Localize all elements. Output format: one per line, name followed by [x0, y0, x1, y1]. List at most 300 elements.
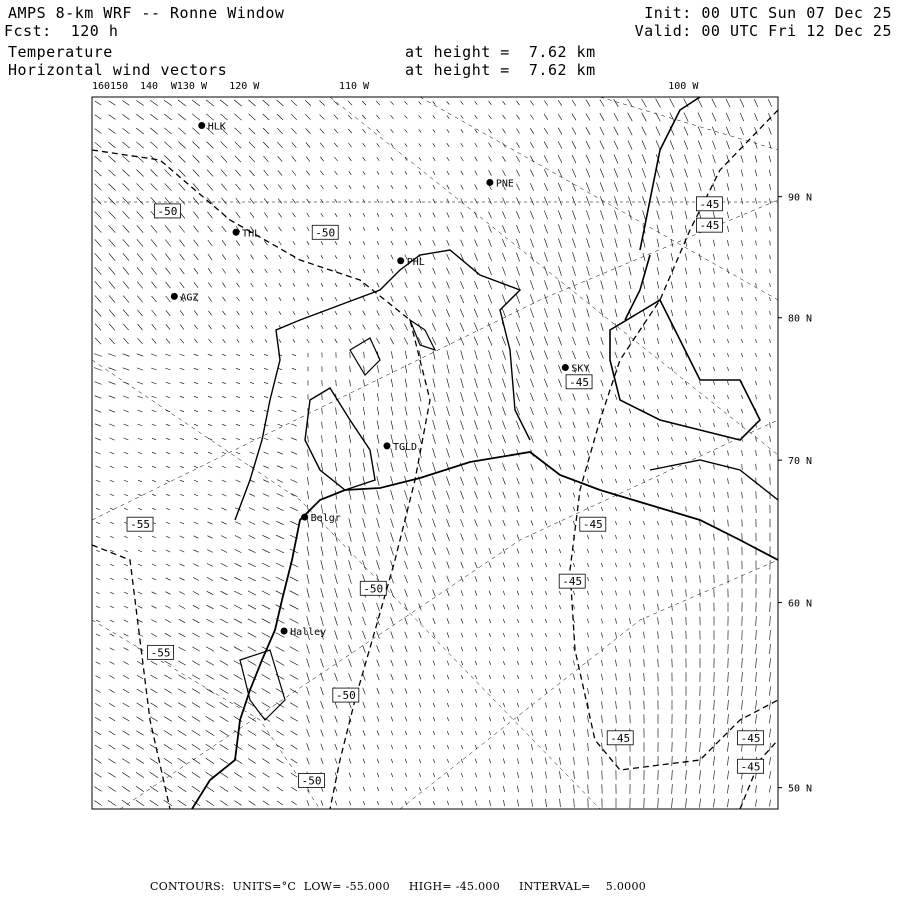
wind-vector	[460, 281, 463, 289]
wind-vector	[123, 239, 129, 246]
wind-vector	[530, 294, 533, 303]
wind-vector	[236, 368, 240, 369]
wind-vector	[180, 508, 184, 510]
wind-vector	[206, 619, 213, 623]
wind-vector	[574, 661, 575, 666]
latitude-tick-label: 80 N	[788, 313, 813, 325]
wind-vector	[560, 757, 561, 764]
wind-vector	[447, 171, 449, 175]
wind-vector	[292, 199, 295, 203]
wind-vector	[684, 113, 688, 122]
wind-vector	[110, 564, 114, 566]
coastline	[192, 452, 778, 809]
wind-vector	[684, 155, 687, 164]
wind-vector	[643, 239, 645, 248]
wind-vector	[714, 520, 715, 526]
latitude-tick-label: 90 N	[788, 192, 813, 204]
wind-vector	[615, 479, 616, 483]
wind-vector	[349, 801, 351, 805]
wind-vector	[220, 689, 229, 694]
wind-vector	[348, 143, 351, 147]
wind-vector	[335, 588, 338, 598]
wind-vector	[700, 493, 701, 498]
wind-vector	[222, 254, 226, 259]
wind-vector	[235, 170, 240, 176]
wind-vector	[447, 199, 449, 204]
wind-vector	[363, 759, 365, 764]
wind-vector	[475, 633, 477, 637]
variable-temperature: Temperature	[8, 43, 113, 61]
wind-vector	[516, 336, 520, 345]
wind-vector	[503, 506, 506, 512]
wind-vector	[545, 605, 546, 609]
wind-vector	[307, 800, 309, 806]
wind-vector	[572, 210, 575, 219]
wind-vector	[433, 801, 434, 805]
wind-vector	[237, 297, 240, 301]
wind-vector	[349, 241, 351, 245]
wind-vector	[122, 170, 129, 177]
wind-vector	[574, 771, 575, 779]
wind-vector	[234, 744, 242, 749]
wind-vector	[600, 113, 604, 121]
wind-vector	[193, 550, 198, 552]
wind-vector	[405, 420, 407, 429]
wind-vector	[349, 435, 350, 443]
wind-vector	[248, 716, 256, 721]
wind-vector	[350, 380, 351, 387]
wind-vector	[277, 801, 283, 805]
wind-vector	[277, 100, 284, 106]
wind-vector	[545, 744, 546, 750]
wind-vector	[433, 731, 434, 735]
wind-vector	[137, 239, 143, 246]
wind-vector	[206, 744, 214, 749]
wind-vector	[95, 253, 102, 260]
wind-vector	[572, 224, 575, 233]
wind-vector	[573, 493, 575, 498]
wind-vector	[531, 520, 533, 525]
wind-vector	[601, 309, 603, 317]
wind-vector	[250, 396, 254, 398]
wind-vector	[531, 689, 532, 693]
wind-vector	[531, 744, 532, 750]
wind-vector	[714, 437, 715, 441]
wind-vector	[544, 308, 547, 317]
wind-vector	[770, 436, 771, 442]
wind-vector	[489, 605, 491, 610]
wind-vector	[769, 156, 771, 163]
wind-vector	[152, 550, 156, 552]
wind-vector	[194, 268, 198, 274]
wind-vector	[742, 339, 743, 343]
wind-vector	[220, 730, 228, 735]
wind-vector	[545, 507, 547, 512]
wind-vector	[405, 717, 407, 722]
wind-vector	[644, 590, 645, 596]
wind-vector	[307, 715, 310, 723]
wind-vector	[194, 424, 198, 426]
wind-vector	[179, 156, 186, 163]
wind-vector	[770, 269, 771, 273]
wind-vector	[600, 210, 603, 219]
wind-vector	[138, 508, 142, 510]
wind-vector	[276, 661, 285, 666]
wind-vector	[319, 101, 324, 106]
wind-vector-layer	[94, 99, 772, 808]
wind-vector	[461, 675, 462, 679]
wind-vector	[194, 396, 198, 398]
wind-vector	[700, 311, 701, 316]
wind-vector	[502, 407, 505, 416]
wind-vector	[433, 745, 434, 749]
wind-vector	[714, 506, 715, 512]
wind-vector	[123, 368, 130, 370]
wind-vector	[137, 197, 144, 204]
wind-vector	[221, 550, 227, 553]
wind-vector	[222, 480, 226, 482]
wind-vector	[193, 212, 198, 219]
wind-vector	[335, 325, 337, 329]
wind-vector	[137, 634, 142, 637]
wind-vector	[475, 548, 477, 554]
wind-vector	[122, 773, 130, 778]
wind-vector	[587, 436, 589, 441]
wind-vector	[531, 492, 533, 498]
wind-vector	[137, 703, 144, 707]
wind-vector	[192, 758, 200, 763]
wind-vector	[545, 577, 546, 581]
wind-vector	[503, 563, 505, 568]
wind-vector	[503, 115, 506, 119]
wind-vector	[293, 283, 295, 286]
wind-vector	[150, 800, 158, 806]
wind-vector	[405, 462, 408, 472]
wind-vector	[136, 128, 143, 134]
wind-vector	[335, 730, 337, 736]
wind-vector	[293, 227, 296, 231]
wind-vector	[517, 435, 520, 443]
wind-vector	[671, 225, 673, 233]
wind-vector	[475, 576, 477, 582]
wind-vector	[220, 744, 228, 749]
wind-vector	[587, 479, 589, 483]
wind-vector	[405, 660, 407, 666]
wind-vector	[320, 129, 324, 134]
wind-vector	[433, 590, 436, 597]
wind-vector	[419, 787, 420, 791]
wind-vector	[234, 801, 241, 806]
peninsula-coast	[610, 97, 760, 440]
wind-vector	[178, 703, 186, 708]
wind-vector	[362, 129, 365, 133]
wind-vector	[307, 199, 310, 203]
wind-vector	[756, 353, 757, 357]
wind-vector	[377, 393, 378, 401]
wind-vector	[756, 395, 757, 400]
wind-vector	[291, 424, 296, 426]
wind-vector	[588, 660, 589, 665]
wind-vector	[377, 532, 380, 541]
wind-vector	[601, 366, 604, 373]
wind-vector	[335, 339, 338, 343]
wind-vector	[249, 128, 255, 134]
wind-vector	[419, 241, 421, 246]
wind-vector	[249, 787, 256, 792]
wind-vector	[335, 297, 337, 301]
wind-vector	[208, 368, 212, 370]
wind-vector	[377, 546, 380, 555]
wind-vector	[544, 337, 547, 346]
wind-vector	[405, 199, 407, 203]
wind-vector	[391, 801, 392, 805]
wind-vector	[194, 410, 198, 412]
wind-vector	[137, 648, 143, 651]
wind-vector	[516, 184, 519, 191]
wind-vector	[165, 225, 171, 232]
station-label: SKY	[571, 363, 590, 375]
wind-vector	[475, 703, 476, 707]
wind-vector	[293, 213, 296, 217]
wind-vector	[166, 522, 170, 524]
wind-vector	[390, 324, 393, 330]
wind-vector	[727, 198, 729, 205]
wind-vector	[124, 634, 129, 637]
wind-vector	[179, 170, 186, 177]
wind-vector	[742, 785, 743, 793]
wind-vector	[629, 324, 631, 331]
wind-vector	[574, 743, 575, 750]
wind-vector	[263, 801, 269, 805]
wind-vector	[335, 311, 337, 315]
wind-vector	[602, 605, 603, 610]
wind-vector	[545, 478, 547, 484]
wind-vector	[377, 241, 379, 245]
wind-vector	[433, 143, 435, 146]
wind-vector	[248, 647, 257, 652]
wind-vector	[714, 799, 715, 808]
wind-vector	[206, 703, 214, 708]
wind-vector	[628, 154, 632, 163]
wind-vector	[461, 717, 462, 721]
wind-vector	[291, 787, 297, 791]
wind-vector	[770, 616, 771, 626]
wind-vector	[220, 605, 227, 609]
wind-vector	[559, 408, 562, 415]
wind-vector	[109, 410, 115, 412]
wind-vector	[178, 661, 185, 665]
wind-vector	[136, 786, 144, 791]
wind-vector	[433, 157, 435, 161]
wind-vector	[544, 114, 548, 120]
wind-vector	[124, 480, 128, 482]
wind-vector	[770, 602, 771, 612]
wind-vector	[290, 647, 299, 652]
wind-vector	[770, 743, 771, 751]
wind-vector	[433, 646, 435, 651]
wind-vector	[164, 128, 172, 134]
wind-vector	[461, 576, 463, 582]
wind-vector	[516, 225, 519, 233]
wind-vector	[643, 210, 646, 219]
wind-vector	[307, 616, 310, 626]
wind-vector	[601, 422, 603, 427]
wind-vector	[138, 578, 142, 580]
wind-vector	[236, 424, 240, 426]
wind-vector	[123, 296, 129, 303]
wind-vector	[530, 115, 533, 120]
wind-vector	[601, 380, 603, 386]
wind-vector	[166, 268, 171, 275]
wind-vector	[262, 689, 271, 694]
wind-vector	[461, 619, 463, 624]
wind-vector	[138, 606, 143, 608]
wind-vector	[475, 520, 478, 527]
wind-vector	[630, 521, 631, 525]
wind-vector	[602, 757, 603, 766]
wind-vector	[474, 281, 477, 289]
contour-label: -45	[610, 731, 631, 745]
wind-vector	[447, 562, 450, 569]
wind-vector	[672, 617, 673, 625]
wind-vector	[530, 211, 533, 219]
wind-vector	[123, 253, 129, 260]
wind-vector	[770, 227, 771, 232]
wind-vector	[700, 770, 701, 780]
wind-vector	[503, 661, 504, 665]
wind-vector	[474, 420, 477, 429]
wind-vector	[136, 745, 144, 750]
wind-vector	[517, 591, 518, 595]
height-label-1: at height = 7.62 km	[405, 43, 596, 61]
wind-vector	[405, 129, 408, 132]
wind-vector	[644, 563, 645, 568]
wind-vector	[96, 606, 100, 608]
wind-vector	[558, 197, 561, 206]
wind-vector	[207, 564, 213, 567]
wind-vector	[628, 99, 633, 107]
wind-vector	[756, 700, 757, 710]
wind-vector	[320, 171, 323, 175]
wind-vector	[405, 688, 407, 693]
wind-vector	[335, 645, 338, 654]
wind-vector	[461, 633, 463, 638]
wind-vector	[770, 700, 771, 709]
wind-vector	[208, 494, 212, 496]
wind-vector	[377, 185, 379, 188]
wind-vector	[728, 381, 729, 385]
wind-vector	[461, 491, 464, 499]
wind-vector	[728, 785, 729, 794]
wind-vector	[516, 253, 519, 262]
wind-vector	[276, 717, 284, 722]
wind-vector	[391, 759, 393, 763]
wind-vector	[276, 577, 284, 581]
contour-label: -45	[562, 575, 583, 589]
wind-vector	[516, 267, 519, 276]
wind-vector	[643, 366, 645, 371]
wind-vector	[166, 339, 170, 344]
meridian-line	[330, 97, 778, 455]
wind-vector	[588, 771, 589, 780]
wind-vector	[390, 101, 393, 104]
wind-vector	[728, 339, 729, 343]
wind-vector	[179, 647, 186, 651]
wind-vector	[95, 156, 102, 162]
wind-vector	[768, 99, 771, 107]
init-time: Init: 00 UTC Sun 07 Dec 25	[644, 4, 892, 22]
wind-vector	[206, 647, 214, 651]
wind-vector	[137, 296, 142, 303]
wind-vector	[322, 422, 323, 429]
wind-vector	[293, 297, 295, 300]
wind-vector	[151, 354, 157, 356]
wind-vector	[686, 437, 687, 441]
wind-vector	[363, 773, 365, 778]
wind-vector	[391, 717, 393, 722]
wind-vector	[194, 311, 198, 316]
wind-vector	[180, 282, 184, 288]
wind-vector	[616, 701, 617, 709]
wind-vector	[433, 378, 435, 387]
wind-vector	[123, 354, 130, 357]
wind-vector	[334, 129, 338, 133]
wind-vector	[756, 630, 757, 640]
wind-vector	[349, 532, 352, 542]
wind-vector	[545, 647, 546, 651]
wind-vector	[208, 466, 212, 468]
wind-vector	[123, 662, 128, 665]
wind-vector	[770, 630, 771, 640]
wind-vector	[152, 338, 156, 343]
wind-vector	[686, 576, 687, 583]
wind-vector	[700, 325, 701, 330]
wind-vector	[96, 676, 101, 679]
wind-vector	[573, 521, 574, 525]
wind-vector	[672, 493, 673, 497]
wind-vector	[391, 631, 394, 638]
wind-vector	[545, 619, 546, 623]
wind-vector	[489, 143, 492, 148]
wind-vector	[234, 773, 242, 778]
wind-vector	[572, 351, 575, 359]
wind-vector	[237, 311, 240, 315]
wind-vector	[419, 115, 422, 118]
wind-vector	[207, 142, 214, 149]
wind-vector	[235, 156, 241, 162]
wind-vector	[152, 296, 157, 302]
wind-vector	[95, 410, 101, 413]
wind-vector	[643, 324, 645, 331]
wind-vector	[517, 101, 520, 105]
wind-vector	[419, 101, 422, 104]
wind-vector	[587, 465, 589, 470]
wind-vector	[363, 688, 366, 695]
wind-vector	[137, 267, 143, 274]
wind-vector	[559, 422, 562, 429]
wind-vector	[685, 169, 688, 178]
wind-vector	[742, 240, 743, 245]
wind-vector	[419, 199, 421, 203]
wind-vector	[714, 311, 715, 316]
wind-vector	[249, 801, 256, 806]
wind-vector	[248, 633, 256, 638]
wind-vector	[151, 368, 157, 370]
wind-vector	[264, 396, 268, 398]
wind-vector	[377, 773, 379, 777]
wind-vector	[503, 463, 506, 471]
wind-vector	[209, 339, 212, 343]
